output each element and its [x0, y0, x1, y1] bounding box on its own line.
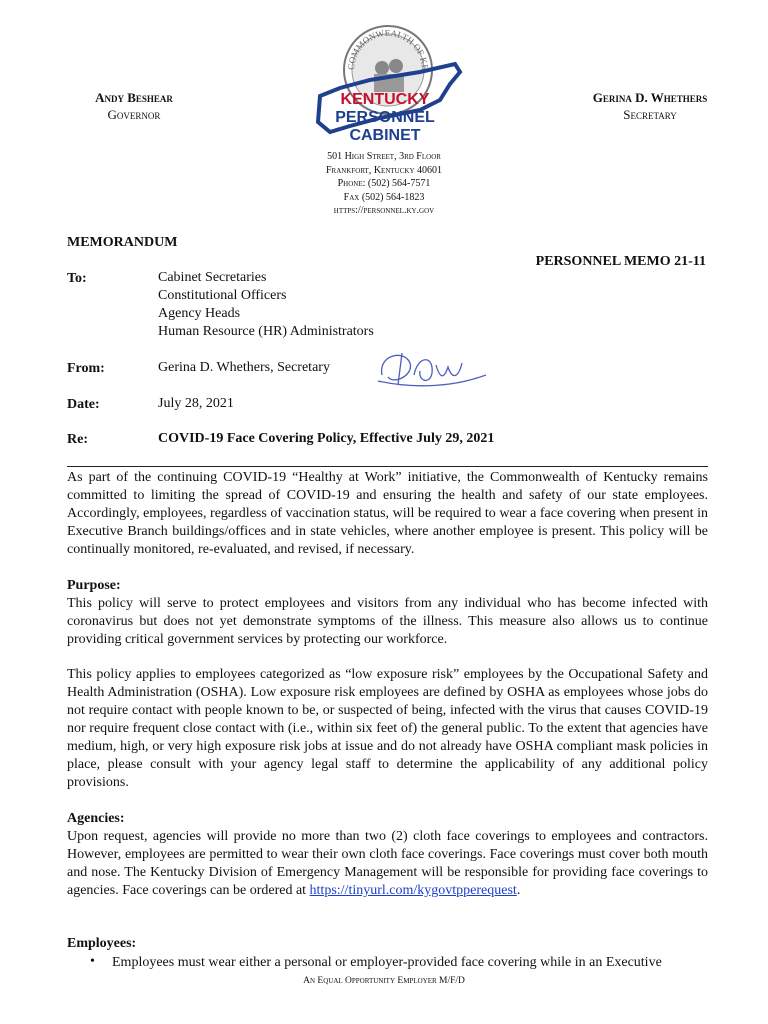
secretary-name: Gerina D. Whethers: [592, 90, 708, 105]
agencies-text: Upon request, agencies will provide no more than two (2) cloth face coverings to employees and contractors. However, employees are permitted to wear their own cloth face coverings. Face coverings must cover both mouth and nose. The Kentucky Division of Emergency Management will be responsible for providing face coverings to agencies. Face coverings can be ordered at: [67, 829, 708, 898]
agencies-heading: Agencies:: [67, 811, 125, 826]
recipient: Cabinet Secretaries: [158, 270, 267, 285]
address-website[interactable]: https://personnel.ky.gov: [333, 205, 435, 216]
address-fax: Fax (502) 564-1823: [343, 191, 425, 203]
address-city: Frankfort, Kentucky 40601: [325, 164, 443, 176]
from-label: From:: [67, 361, 105, 376]
intro-paragraph: As part of the continuing COVID-19 “Healthy at Work” initiative, the Commonwealth of Kentucky remains committed to limiting the spread of COVID-19 and ensuring the health and safety of our state employees. Accordingly, employees, regardless of vaccination status, will be required to wear a face covering when present in Executive Branch buildings/offices and in state vehicles, where another employee is present. This policy will be continually monitored, re-evaluated, and revised, if necessary.: [67, 470, 708, 557]
purpose-paragraph-2: This policy applies to employees categorized as “low exposure risk” employees by the Occupational Safety and Health Administration (OSHA). Low exposure risk employees are defined by OSHA as employees whose jobs do not require contact with people known to be, or suspected of being, infected with the virus that causes COVID-19 nor require frequent close contact with (i.e., within six feet of) the general public. To the extent that agencies have medium, high, or very high exposure risk jobs at issue and do not already have OSHA compliant mask policies in place, please consult with your agency legal staff to determine the applicability of any additional policy provisions.: [67, 667, 708, 790]
recipient: Human Resource (HR) Administrators: [158, 324, 374, 339]
seal-text: COMMONWEALTH OF KE: [345, 27, 431, 71]
to-label: To:: [67, 271, 87, 286]
employees-heading: Employees:: [67, 936, 137, 951]
secretary-title: Secretary: [623, 107, 677, 122]
governor-name: Andy Beshear: [95, 90, 173, 105]
governor-block: [60, 89, 208, 123]
recipient: Constitutional Officers: [158, 288, 287, 303]
footer-eoe: An Equal Opportunity Employer M/F/D: [303, 976, 465, 986]
divider: [67, 466, 708, 467]
logo-line-kentucky: KENTUCKY: [340, 91, 430, 108]
governor-title: Governor: [107, 107, 161, 122]
re-label: Re:: [67, 432, 88, 447]
employees-bullet-1: Employees must wear either a personal or employer-provided face covering while in an Executive: [112, 955, 662, 970]
from-value: Gerina D. Whethers, Secretary: [158, 360, 330, 375]
bullet-icon: •: [90, 954, 95, 969]
address-phone: Phone: (502) 564-7571: [337, 178, 431, 189]
re-subject: COVID-19 Face Covering Policy, Effective July 29, 2021: [158, 431, 495, 446]
personnel-cabinet-logo: [310, 22, 470, 147]
date-value: July 28, 2021: [158, 396, 234, 411]
logo-line-cabinet: CABINET: [349, 127, 421, 144]
secretary-block: [575, 89, 725, 123]
memo-title: MEMORANDUM: [67, 235, 178, 250]
ppe-request-link[interactable]: https://tinyurl.com/kygovtpperequest: [309, 883, 517, 898]
agencies-text-tail: .: [516, 883, 521, 898]
address-street: 501 High Street, 3rd Floor: [327, 151, 441, 162]
agencies-paragraph: [67, 828, 708, 900]
purpose-heading: Purpose:: [67, 578, 121, 593]
date-label: Date:: [67, 397, 100, 412]
memo-number: PERSONNEL MEMO 21-11: [535, 254, 706, 269]
to-recipients: [158, 269, 374, 341]
address-block: [284, 150, 484, 218]
purpose-paragraph-1: This policy will serve to protect employees and visitors from any individual who has become infected with coronavirus but does not yet demonstrate symptoms of the illness. This measure also allows us to continue providing critical government services by protecting our workforce.: [67, 596, 708, 647]
logo-line-personnel: PERSONNEL: [335, 109, 435, 126]
signature-icon: [374, 345, 494, 391]
recipient: Agency Heads: [158, 306, 241, 321]
